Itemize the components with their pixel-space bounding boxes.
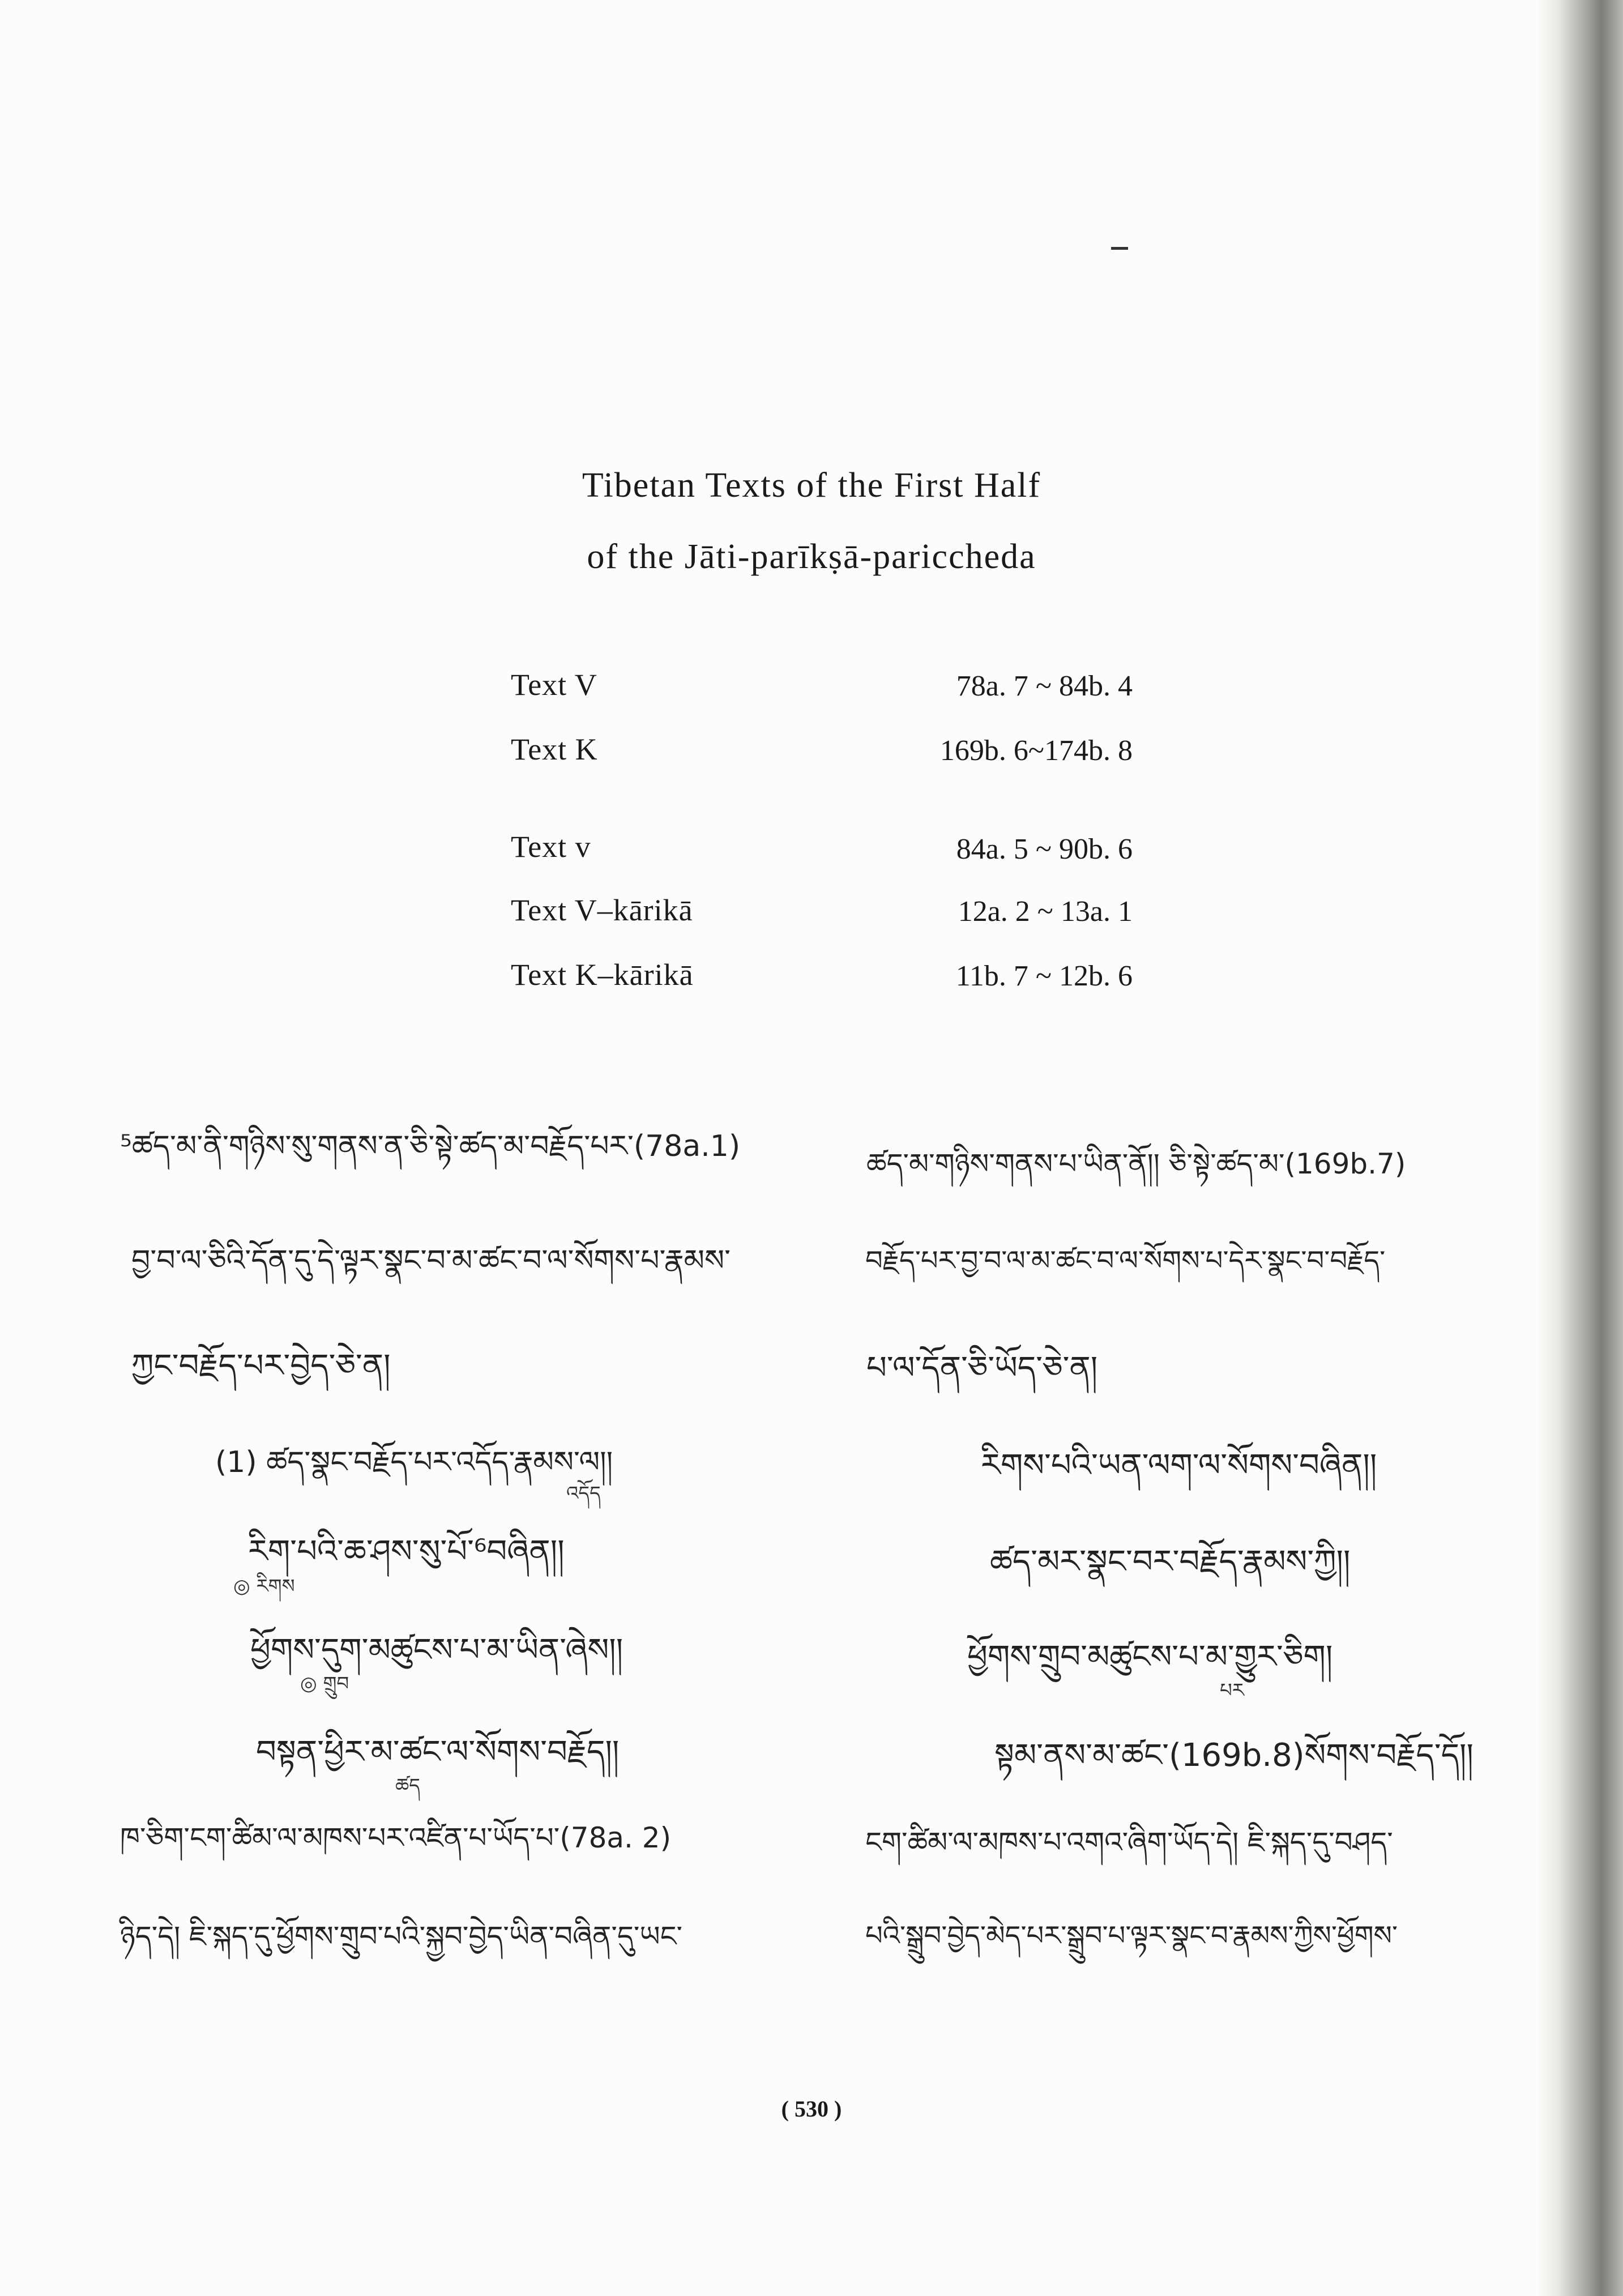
right-verse-note: པར [1220, 1679, 1244, 1702]
toc-range: 12a. 2 ~ 13a. 1 [958, 895, 1133, 928]
left-verse: རིག་པའི་ཆ་ཤས་སུ་པོ་⁶བཞིན།། [248, 1533, 565, 1570]
right-verse: ཕྱོགས་གྲུབ་མཚུངས་པ་མ་གྱུར་ཅིག། [967, 1638, 1333, 1675]
toc-label: Text V–kārikā [511, 893, 693, 927]
right-verse: ཚད་མར་སྣང་བར་བརྗོད་རྣམས་ཀྱི།། [990, 1543, 1351, 1580]
left-text-line: ཀྱང་བརྗོད་པར་བྱེད་ཅེ་ན། [131, 1347, 391, 1384]
toc-range: 169b. 6~174b. 8 [939, 735, 1133, 767]
book-spine-shadow [1538, 0, 1623, 2296]
right-text-line: ངག་ཚིམ་ལ་མཁས་པ་འགའ་ཞིག་ཡོད་དེ། ཇི་སྐད་དུ་བཤད་ [865, 1826, 1393, 1859]
right-verse: རིགས་པའི་ཡན་ལག་ལ་སོགས་བཞིན།། [981, 1447, 1377, 1484]
left-verse-note: ཚད [395, 1774, 420, 1797]
left-verse: བསྟན་ཕྱིར་མ་ཚང་ལ་སོགས་བརྗོད།། [256, 1734, 620, 1770]
left-verse: (1) ཚད་སྣང་བརྗོད་པར་འདོད་རྣམས་ལ།། [215, 1445, 613, 1479]
left-text-line: བྱ་བ་ལ་ཅིའི་དོན་དུ་དེ་ལྟར་སྣང་བ་མ་ཚང་བ་ལ་སོགས་པ་རྣམས་ [131, 1244, 731, 1278]
left-text-line: ⁵ཚད་མ་ནི་གཉིས་སུ་གནས་ན་ཅི་སྟེ་ཚད་མ་བརྗོད་པར་(78a.1) [120, 1129, 741, 1163]
left-verse-note: ◎ གྲུབ [300, 1672, 349, 1695]
page-number: ( 530 ) [781, 2096, 842, 2122]
toc-label: Text K–kārikā [511, 958, 694, 992]
right-text-line: བརྗོད་པར་བྱ་བ་ལ་མ་ཚང་བ་ལ་སོགས་པ་དེར་སྣང་བ་བརྗོད་ [865, 1245, 1386, 1277]
toc-range: 84a. 5 ~ 90b. 6 [956, 833, 1133, 865]
left-verse: ཕྱོགས་དུག་མཚུངས་པ་མ་ཡིན་ཞེས།། [250, 1632, 623, 1668]
right-text-line: ཚད་མ་གཉིས་གནས་པ་ཡིན་ནོ།། ཅི་སྟེ་ཚད་མ་(169b.7) [866, 1147, 1406, 1180]
toc-label: Text K [511, 732, 598, 766]
left-verse-note: འདོད [566, 1482, 601, 1505]
page-subtitle: of the Jāti-parīkṣā-pariccheda [587, 537, 1036, 576]
left-text-line: ཉིད་དེ། ཇི་སྐད་དུ་ཕྱོགས་གྲུབ་པའི་སྐྱབ་བྱེད་ཡིན་བཞིན་དུ་ཡང་ [120, 1920, 682, 1953]
right-text-line: པ་ལ་དོན་ཅི་ཡོད་ཅེ་ན། [866, 1350, 1098, 1386]
toc-range: 11b. 7 ~ 12b. 6 [955, 960, 1133, 992]
right-text-line: པའི་སྒྲུབ་བྱེད་མེད་པར་སྒྲུབ་པ་ལྟར་སྣང་བ་རྣམས་ཀྱིས་ཕྱོགས་ [865, 1920, 1398, 1952]
toc-label: Text V [511, 668, 597, 702]
toc-range: 78a. 7 ~ 84b. 4 [956, 670, 1133, 702]
stray-mark [1111, 247, 1128, 250]
page-title: Tibetan Texts of the First Half [582, 466, 1041, 505]
right-verse: སྟམ་ནས་མ་ཚང་(169b.8)སོགས་བརྗོད་དོ།། [994, 1737, 1473, 1774]
left-text-line: ཁ་ཅིག་ངག་ཚིམ་ལ་མཁས་པར་འཛིན་པ་ཡོད་པ་(78a. 2) [120, 1821, 672, 1854]
left-verse-note: ◎ རིགས [233, 1575, 295, 1598]
toc-label: Text v [511, 830, 591, 864]
